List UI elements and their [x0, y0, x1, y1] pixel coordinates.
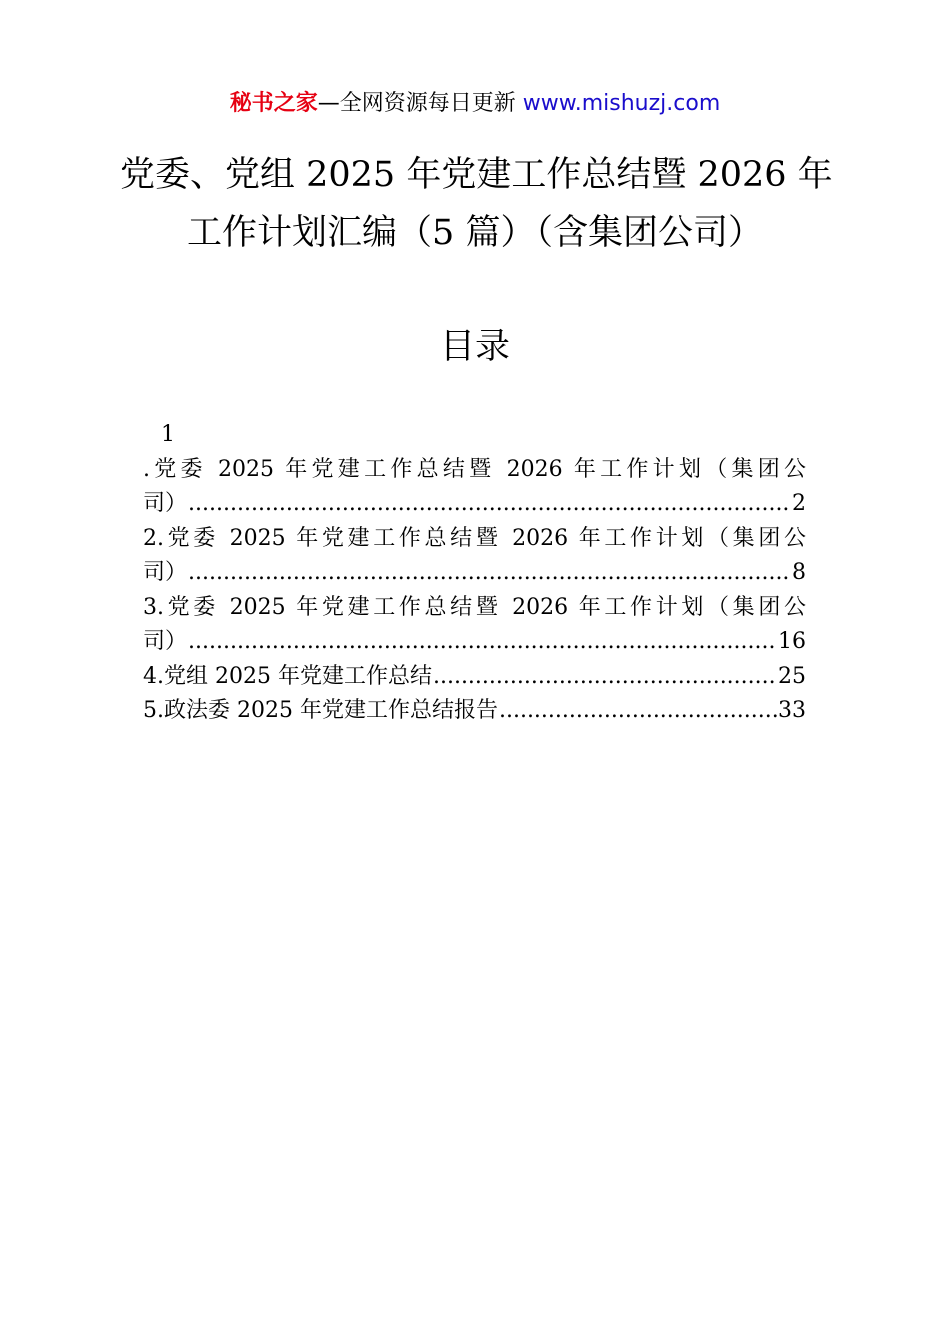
toc-leader-dots — [188, 625, 777, 660]
toc-entry-text: 3.党委 2025 年党建工作总结暨 2026 年工作计划（集团公 — [143, 594, 806, 620]
toc-entry-1-line-2[interactable] — [143, 487, 806, 522]
table-of-contents — [143, 418, 806, 729]
toc-page-number: 25 — [778, 663, 806, 689]
toc-entry-text: 司） — [143, 491, 188, 516]
toc-entry-number: 1 — [161, 422, 175, 447]
document-title-line-2: 工作计划汇编（5 篇）（含集团公司） — [187, 213, 763, 253]
toc-entry-4[interactable] — [143, 660, 806, 695]
toc-entry-text: .党委 2025 年党建工作总结暨 2026 年工作计划（集团公 — [143, 456, 806, 482]
toc-entry-text: 2.党委 2025 年党建工作总结暨 2026 年工作计划（集团公 — [143, 525, 806, 551]
toc-entry-2-line-2[interactable] — [143, 556, 806, 591]
document-title — [120, 146, 833, 262]
site-header — [0, 88, 950, 120]
toc-entry-3-line-1[interactable] — [143, 591, 806, 626]
toc-page-number: 2 — [792, 491, 806, 516]
toc-page-number: 8 — [792, 560, 806, 585]
toc-entry-text: 司） — [143, 560, 188, 585]
toc-leader-dots — [188, 487, 791, 522]
site-url-link[interactable]: www.mishuzj.com — [522, 91, 721, 116]
toc-page-number: 33 — [778, 698, 806, 723]
toc-leader-dots — [188, 556, 791, 591]
toc-leader-dots — [499, 694, 777, 729]
toc-heading: 目录 — [439, 327, 510, 367]
toc-entry-2-line-1[interactable] — [143, 522, 806, 557]
toc-leader-dots — [433, 660, 777, 695]
toc-entry-text: 5.政法委 2025 年党建工作总结报告 — [143, 698, 498, 723]
toc-entry-3-line-2[interactable] — [143, 625, 806, 660]
toc-entry-5[interactable] — [143, 694, 806, 729]
toc-page-number: 16 — [778, 629, 806, 654]
site-name: 秘书之家 — [229, 91, 318, 116]
toc-entry-1-line-1[interactable] — [143, 453, 806, 488]
site-slogan: —全网资源每日更新 — [317, 91, 523, 116]
toc-entry-text: 司） — [143, 629, 188, 654]
toc-entry-text: 4.党组 2025 年党建工作总结 — [143, 663, 432, 689]
document-title-line-1: 党委、党组 2025 年党建工作总结暨 2026 年 — [120, 155, 833, 195]
